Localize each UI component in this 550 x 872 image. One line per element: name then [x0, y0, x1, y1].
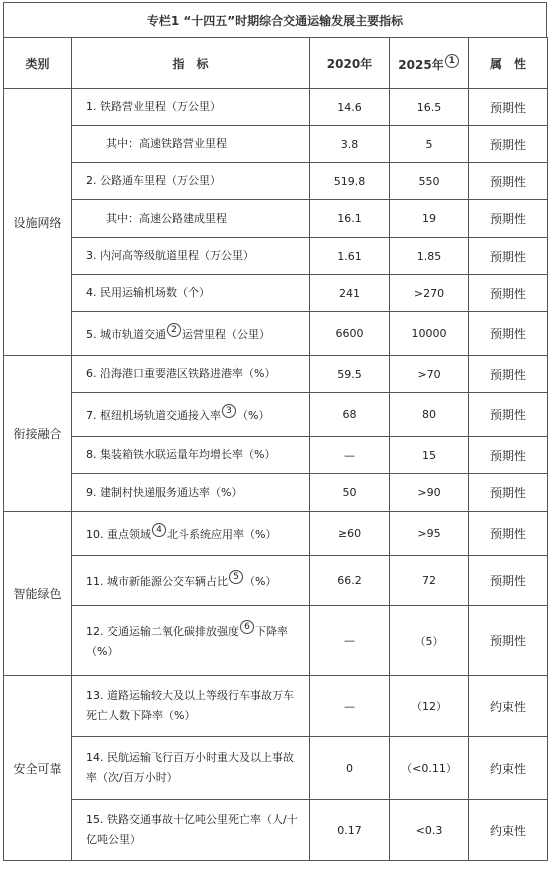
value-2025: 72: [390, 556, 469, 606]
table-row: [4, 126, 548, 163]
header-indicator: 指 标: [72, 38, 310, 89]
value-2025: 5: [390, 126, 469, 163]
indicator-text: 3. 内河高等级航道里程（万公里）: [86, 249, 254, 262]
indicator-text: 6. 沿海港口重要港区铁路进港率（%）: [86, 367, 276, 380]
attribute-cell: 预期性: [469, 606, 548, 676]
value-2020: 6600: [310, 312, 390, 356]
indicator-cell: [72, 163, 310, 200]
indicator-text: 其中：高速铁路营业里程: [106, 137, 227, 150]
table-row: [4, 437, 548, 474]
indicator-cell: [72, 800, 310, 861]
footnote-marker: 1: [445, 54, 459, 68]
value-2025: >95: [390, 512, 469, 556]
indicator-text: 7. 枢纽机场轨道交通接入率: [86, 408, 221, 422]
attribute-cell: 预期性: [469, 238, 548, 275]
value-2025: （12）: [390, 676, 469, 737]
value-2020: —: [310, 676, 390, 737]
indicator-cell: [72, 512, 310, 556]
table-row: [4, 800, 548, 861]
table-row: [4, 676, 548, 737]
indicator-text: 15. 铁路交通事故十亿吨公里死亡率（人/十亿吨公里）: [86, 813, 298, 846]
value-2020: —: [310, 437, 390, 474]
indicator-cell: [72, 737, 310, 800]
indicator-cell: [72, 126, 310, 163]
table-row: [4, 356, 548, 393]
table-row: [4, 238, 548, 275]
indicator-text: 2. 公路通车里程（万公里）: [86, 174, 221, 187]
value-2025: <0.3: [390, 800, 469, 861]
table-row: [4, 606, 548, 676]
attribute-cell: 约束性: [469, 737, 548, 800]
indicator-text: 8. 集装箱铁水联运量年均增长率（%）: [86, 448, 276, 461]
footnote-marker: 3: [222, 404, 236, 418]
indicator-text-continued: 北斗系统应用率（%）: [167, 527, 277, 541]
attribute-cell: 预期性: [469, 437, 548, 474]
table-row: [4, 200, 548, 238]
value-2025: 10000: [390, 312, 469, 356]
table-row: [4, 163, 548, 200]
indicator-cell: [72, 238, 310, 275]
indicator-table: [3, 37, 548, 861]
table-row: [4, 89, 548, 126]
attribute-cell: 预期性: [469, 312, 548, 356]
value-2025: >70: [390, 356, 469, 393]
indicator-text: 5. 城市轨道交通: [86, 327, 166, 341]
value-2025: 550: [390, 163, 469, 200]
category-cell: 衔接融合: [4, 356, 72, 512]
category-cell: 智能绿色: [4, 512, 72, 676]
indicator-cell: [72, 200, 310, 238]
indicator-table-frame: [3, 2, 547, 870]
value-2025: 1.85: [390, 238, 469, 275]
header-2020: 2020年: [310, 38, 390, 89]
footnote-marker: 6: [240, 620, 254, 634]
value-2025: 80: [390, 393, 469, 437]
indicator-text: 1. 铁路营业里程（万公里）: [86, 100, 221, 113]
value-2020: 50: [310, 474, 390, 512]
table-row: [4, 512, 548, 556]
value-2020: 241: [310, 275, 390, 312]
value-2020: 0: [310, 737, 390, 800]
indicator-cell: [72, 474, 310, 512]
indicator-cell: [72, 556, 310, 606]
value-2025: 19: [390, 200, 469, 238]
indicator-cell: [72, 393, 310, 437]
attribute-cell: 预期性: [469, 556, 548, 606]
value-2020: 1.61: [310, 238, 390, 275]
attribute-cell: 预期性: [469, 89, 548, 126]
indicator-cell: [72, 606, 310, 676]
value-2020: 0.17: [310, 800, 390, 861]
header-row: [4, 38, 548, 89]
attribute-cell: 预期性: [469, 275, 548, 312]
value-2020: ≥60: [310, 512, 390, 556]
attribute-cell: 预期性: [469, 126, 548, 163]
table-title: 专栏1 “十四五”时期综合交通运输发展主要指标: [3, 2, 547, 37]
value-2020: 66.2: [310, 556, 390, 606]
indicator-text: 12. 交通运输二氧化碳排放强度: [86, 624, 239, 638]
header-category: 类别: [4, 38, 72, 89]
indicator-text: 11. 城市新能源公交车辆占比: [86, 574, 228, 588]
table-row: [4, 737, 548, 800]
table-row: [4, 312, 548, 356]
value-2020: 14.6: [310, 89, 390, 126]
value-2025: >270: [390, 275, 469, 312]
category-cell: 安全可靠: [4, 676, 72, 861]
indicator-cell: [72, 89, 310, 126]
footnote-marker: 4: [152, 523, 166, 537]
attribute-cell: 预期性: [469, 512, 548, 556]
attribute-cell: 预期性: [469, 200, 548, 238]
category-cell: 设施网络: [4, 89, 72, 356]
attribute-cell: 预期性: [469, 393, 548, 437]
indicator-text-continued: （%）: [244, 574, 277, 588]
footnote-marker: 2: [167, 323, 181, 337]
indicator-cell: [72, 312, 310, 356]
attribute-cell: 预期性: [469, 163, 548, 200]
indicator-cell: [72, 275, 310, 312]
indicator-text: 10. 重点领域: [86, 527, 151, 541]
footnote-marker: 5: [229, 570, 243, 584]
indicator-cell: [72, 437, 310, 474]
table-row: [4, 474, 548, 512]
value-2020: 59.5: [310, 356, 390, 393]
value-2025: （5）: [390, 606, 469, 676]
value-2025: （<0.11）: [390, 737, 469, 800]
value-2025: >90: [390, 474, 469, 512]
indicator-text-continued: （%）: [237, 408, 270, 422]
header-attribute: 属 性: [469, 38, 548, 89]
value-2020: 3.8: [310, 126, 390, 163]
indicator-text: 其中：高速公路建成里程: [106, 211, 227, 225]
indicator-text-continued: 下降率（%）: [86, 624, 288, 658]
value-2020: 519.8: [310, 163, 390, 200]
value-2025: 15: [390, 437, 469, 474]
indicator-text-continued: 运营里程（公里）: [182, 327, 270, 341]
header-2025: [390, 38, 469, 89]
value-2025: 16.5: [390, 89, 469, 126]
value-2020: 16.1: [310, 200, 390, 238]
table-row: [4, 275, 548, 312]
indicator-cell: [72, 676, 310, 737]
header-2025-label: 2025年: [398, 57, 444, 72]
indicator-text: 9. 建制村快递服务通达率（%）: [86, 485, 243, 499]
attribute-cell: 约束性: [469, 800, 548, 861]
value-2020: —: [310, 606, 390, 676]
value-2020: 68: [310, 393, 390, 437]
indicator-cell: [72, 356, 310, 393]
indicator-text: 4. 民用运输机场数（个）: [86, 286, 210, 299]
indicator-text: 13. 道路运输较大及以上等级行车事故万车死亡人数下降率（%）: [86, 689, 294, 722]
attribute-cell: 预期性: [469, 356, 548, 393]
table-row: [4, 556, 548, 606]
attribute-cell: 约束性: [469, 676, 548, 737]
indicator-text: 14. 民航运输飞行百万小时重大及以上事故率（次/百万小时）: [86, 751, 294, 784]
attribute-cell: 预期性: [469, 474, 548, 512]
table-row: [4, 393, 548, 437]
